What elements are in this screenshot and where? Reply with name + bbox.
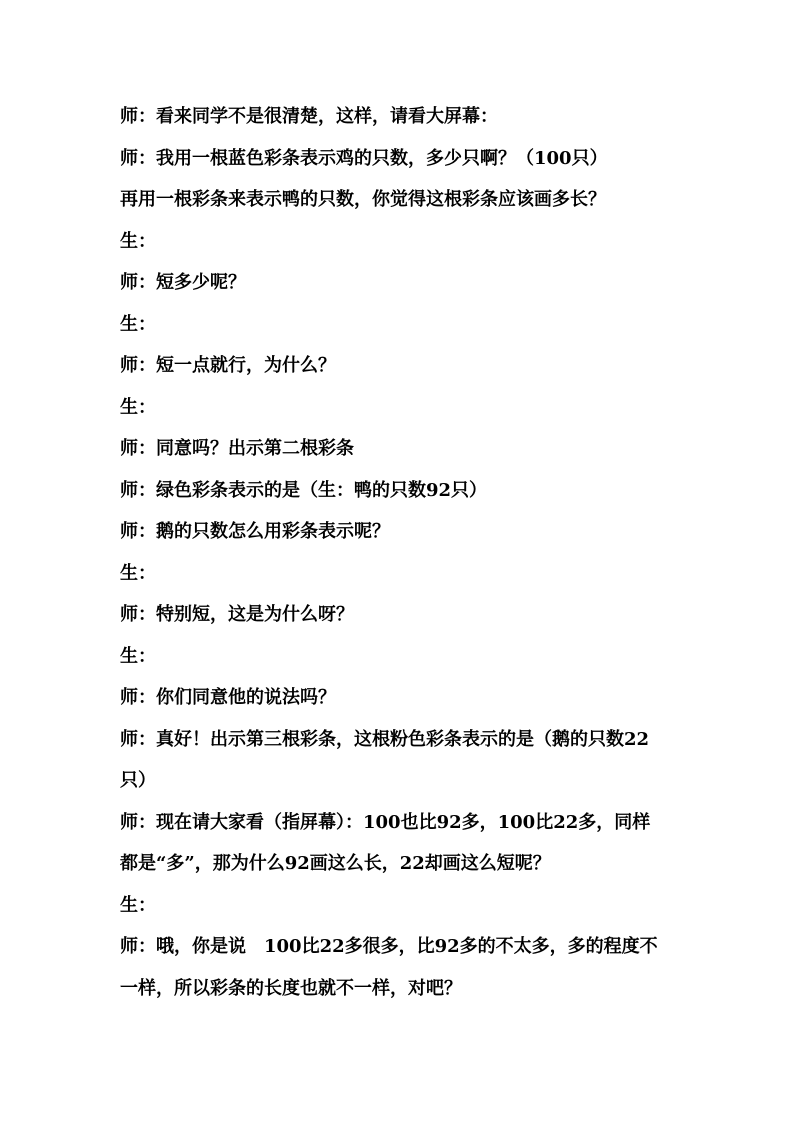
text-line: 生：: [120, 645, 156, 667]
text-line: 师：鹅的只数怎么用彩条表示呢？: [120, 521, 390, 542]
text-line: 师：绿色彩条表示的是（生：鸭的只数92只）: [120, 479, 488, 501]
text-line: 师：真好！出示第三根彩条，这根粉色彩条表示的是（鹅的只数22: [120, 728, 650, 750]
text-line: 师：我用一根蓝色彩条表示鸡的只数，多少只啊？（100只）: [120, 147, 608, 169]
text-line: 师：同意吗？出示第二根彩条: [120, 438, 354, 459]
text-line: 只）: [120, 770, 156, 791]
text-line: 生：: [120, 396, 156, 418]
text-line: 生：: [120, 562, 156, 584]
dialogue-body: [120, 96, 685, 1009]
text-line: 再用一根彩条来表示鸭的只数，你觉得这根彩条应该画多长？: [120, 189, 606, 210]
text-line: 师：哦，你是说 100比22多很多，比92多的不太多，多的程度不: [120, 936, 658, 957]
text-line: 师：你们同意他的说法吗？: [120, 687, 336, 708]
text-line: 生：: [120, 230, 156, 252]
text-line: 师：短一点就行，为什么？: [120, 355, 336, 376]
text-line: 师：特别短，这是为什么呀？: [120, 604, 354, 625]
text-line: 师：短多少呢？: [120, 272, 246, 293]
text-line: 生：: [120, 313, 156, 335]
text-line: 生：: [120, 894, 156, 916]
text-line: 师：现在请大家看（指屏幕）：100也比92多，100比22多，同样: [120, 811, 651, 833]
text-line: 都是“多”，那为什么92画这么长，22却画这么短呢？: [120, 853, 551, 874]
text-line: 一样，所以彩条的长度也就不一样，对吧？: [120, 977, 462, 999]
text-line: 师：看来同学不是很清楚，这样，请看大屏幕：: [120, 106, 498, 127]
